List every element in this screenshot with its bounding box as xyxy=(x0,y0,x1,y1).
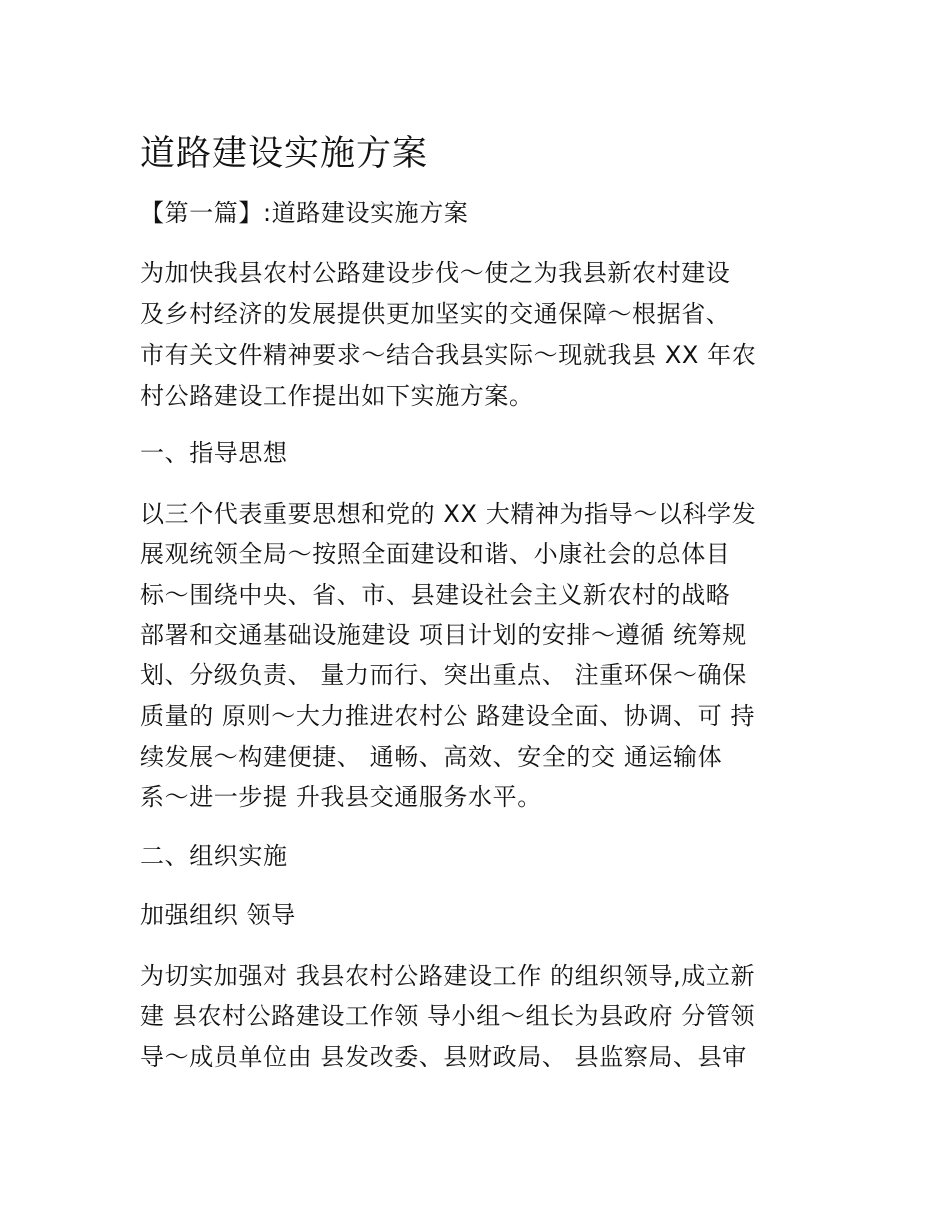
organization-line: 为切实加强对 我县农村公路建设工作 的组织领导,成立新 xyxy=(140,962,756,990)
heading-guiding-ideology: 一、指导思想 xyxy=(140,439,288,467)
guiding-line: 续发展～构建便捷、 通畅、高效、安全的交 通运输体 xyxy=(140,743,723,771)
organization-line: 建 县农村公路建设工作领 导小组～组长为县政府 分管领 xyxy=(140,1002,756,1030)
organization-line: 导～成员单位由 县发改委、县财政局、 县监察局、县审 xyxy=(140,1043,747,1071)
intro-line: 为加快我县农村公路建设步伐～使之为我县新农村建设 xyxy=(140,259,731,287)
guiding-line: 展观统领全局～按照全面建设和谐、小康社会的总体目 xyxy=(140,540,731,568)
guiding-line: 质量的 原则～大力推进农村公 路建设全面、协调、可 持 xyxy=(140,702,756,730)
subheading-leadership: 加强组织 领导 xyxy=(140,901,296,929)
guiding-line: 以三个代表重要思想和党的 XX 大精神为指导～以科学发 xyxy=(140,500,757,528)
document-title: 道路建设实施方案 xyxy=(140,134,429,174)
guiding-line: 系～进一步提 升我县交通服务水平。 xyxy=(140,783,542,811)
guiding-line: 标～围绕中央、省、市、县建设社会主义新农村的战略 xyxy=(140,581,731,609)
intro-line: 村公路建设工作提出如下实施方案。 xyxy=(140,382,534,410)
section-label: 【第一篇】:道路建设实施方案 xyxy=(140,199,469,227)
guiding-line: 部署和交通基础设施建设 项目计划的安排～遵循 统筹规 xyxy=(140,621,747,649)
heading-organization: 二、组织实施 xyxy=(140,842,288,870)
intro-line: 及乡村经济的发展提供更加坚实的交通保障～根据省、 xyxy=(140,300,731,328)
intro-line: 市有关文件精神要求～结合我县实际～现就我县 XX 年农 xyxy=(140,341,757,369)
guiding-line: 划、分级负责、 量力而行、突出重点、 注重环保～确保 xyxy=(140,661,747,689)
